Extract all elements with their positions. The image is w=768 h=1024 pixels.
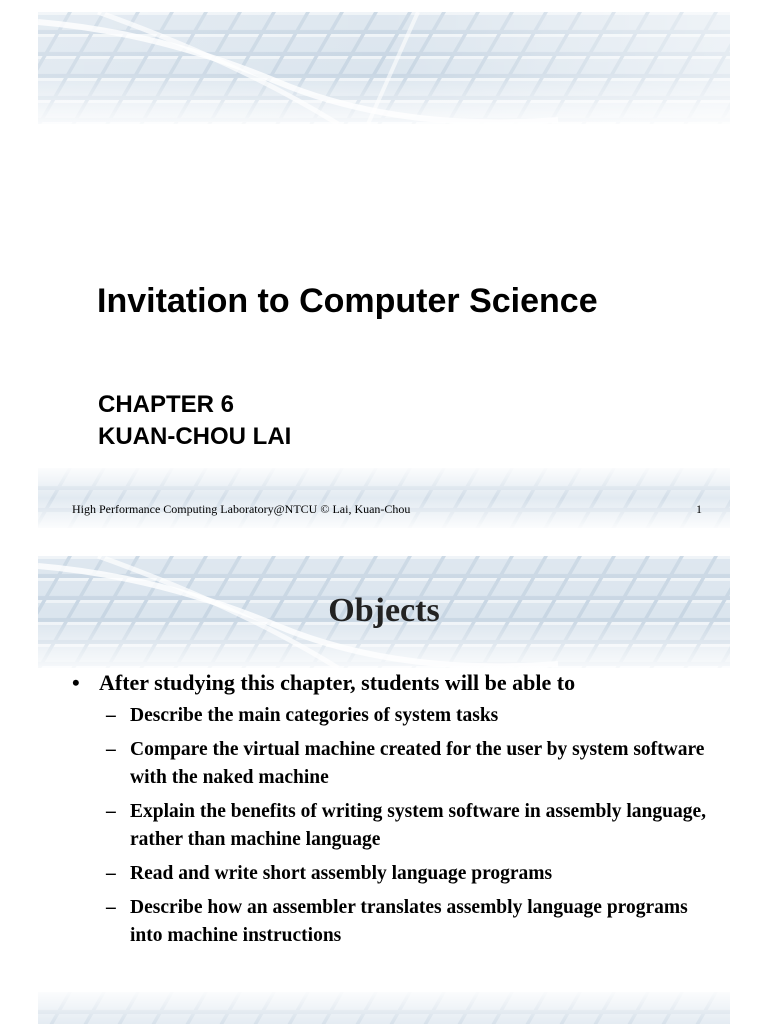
list-item xyxy=(72,668,712,698)
dash-marker: – xyxy=(106,897,116,918)
sub-item-text: Explain the benefits of writing system software in assembly language, rather than machine language xyxy=(130,801,706,850)
slide-2 xyxy=(0,548,768,1024)
grid-banner-decoration xyxy=(38,12,730,124)
dash-marker: – xyxy=(106,863,116,884)
page-number: 1 xyxy=(696,502,702,516)
list-item xyxy=(106,736,712,792)
slide-title: Objects xyxy=(328,592,440,629)
next-slide-banner-decoration xyxy=(38,992,730,1024)
grid-pattern-image xyxy=(38,992,730,1024)
dash-marker: – xyxy=(106,705,116,726)
list-item xyxy=(106,702,712,730)
slide-subtitle xyxy=(98,389,291,453)
sub-item-text: Compare the virtual machine created for the user by system software with the naked machine xyxy=(130,739,705,788)
dash-marker: – xyxy=(106,801,116,822)
objectives-list xyxy=(72,668,712,956)
slide-footer: High Performance Computing Laboratory@NTCU © Lai, Kuan-Chou xyxy=(72,502,411,516)
bullet-text: After studying this chapter, students will be able to xyxy=(99,670,576,695)
chapter-label: CHAPTER 6 xyxy=(98,391,235,418)
sub-item-text: Read and write short assembly language programs xyxy=(130,863,553,884)
slide-title: Invitation to Computer Science xyxy=(97,282,598,320)
sub-item-text: Describe how an assembler translates assembly language programs into machine instructions xyxy=(130,897,688,946)
grid-pattern-image xyxy=(38,468,730,528)
dash-marker: – xyxy=(106,739,116,760)
sub-item-text: Describe the main categories of system tasks xyxy=(130,705,499,726)
sub-list xyxy=(106,702,712,950)
bullet-marker: • xyxy=(72,670,80,695)
list-item xyxy=(106,798,712,854)
list-item xyxy=(106,860,712,888)
grid-pattern-image xyxy=(38,12,730,124)
author-name: KUAN-CHOU LAI xyxy=(98,423,292,450)
list-item xyxy=(106,894,712,950)
footer-banner-decoration xyxy=(38,468,730,528)
